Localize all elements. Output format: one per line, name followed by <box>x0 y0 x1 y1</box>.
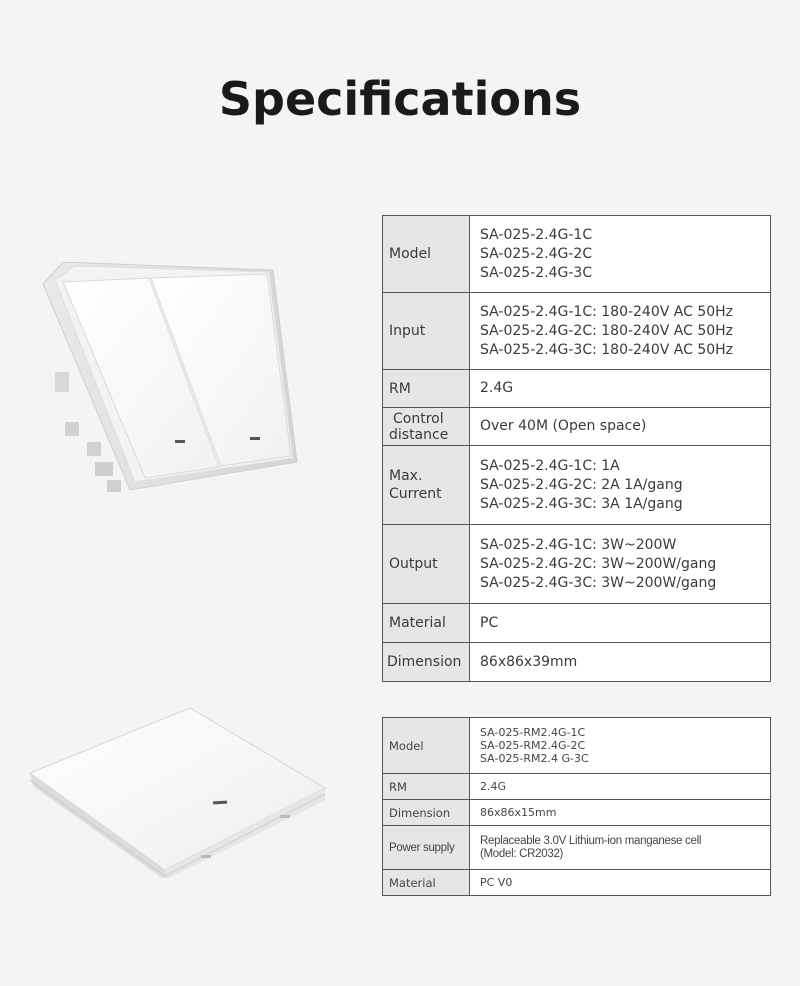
value-line: SA-025-2.4G-3C: 3W~200W/gang <box>480 574 717 591</box>
value-line: PC <box>480 614 499 631</box>
row-value <box>470 216 771 293</box>
row-label: Input <box>383 293 470 370</box>
table-row <box>383 446 771 525</box>
value-line: Over 40M (Open space) <box>480 418 647 434</box>
value-line: SA-025-2.4G-2C: 180-240V AC 50Hz <box>480 322 734 339</box>
row-label <box>383 446 470 525</box>
table-row <box>383 525 771 604</box>
table-row <box>383 293 771 370</box>
table-row <box>383 643 771 682</box>
row-value <box>470 800 771 826</box>
row-label: Material <box>383 870 470 896</box>
row-label: Power supply <box>383 826 470 870</box>
label-line: Max. <box>389 468 423 484</box>
row-value <box>470 370 771 408</box>
row-value <box>470 718 771 774</box>
value-line: SA-025-RM2.4G-2C <box>480 739 586 752</box>
row-value <box>470 408 771 446</box>
row-label: RM <box>383 370 470 408</box>
table-row <box>383 604 771 643</box>
row-label: Model <box>383 718 470 774</box>
value-line: SA-025-RM2.4 G-3C <box>480 752 589 765</box>
light-switch-image <box>35 262 315 512</box>
row-label <box>383 408 470 446</box>
value-line: 2.4G <box>480 780 507 793</box>
value-line: SA-025-2.4G-1C <box>480 226 593 243</box>
value-line: SA-025-2.4G-1C: 3W~200W <box>480 536 677 553</box>
row-label: RM <box>383 774 470 800</box>
row-label: Material <box>383 604 470 643</box>
row-label: Model <box>383 216 470 293</box>
label-line: Control <box>393 410 444 427</box>
table-row <box>383 216 771 293</box>
row-label: Dimension <box>383 800 470 826</box>
value-line: SA-025-2.4G-3C <box>480 264 593 281</box>
table-row <box>383 870 771 896</box>
row-value <box>470 826 771 870</box>
value-line: 86x86x15mm <box>480 806 557 819</box>
value-line: SA-025-2.4G-2C: 2A 1A/gang <box>480 476 683 493</box>
value-line: Replaceable 3.0V Lithium-ion manganese cell <box>480 834 702 847</box>
table-row <box>383 408 771 446</box>
row-label: Output <box>383 525 470 604</box>
spec-table-switch <box>382 215 771 682</box>
row-value <box>470 293 771 370</box>
label-line: Current <box>389 486 442 502</box>
value-line: SA-025-2.4G-2C <box>480 245 593 262</box>
row-value <box>470 525 771 604</box>
spec-table-remote <box>382 717 771 896</box>
row-value <box>470 774 771 800</box>
table-row <box>383 800 771 826</box>
value-line: 86x86x39mm <box>480 653 578 670</box>
value-line: SA-025-2.4G-3C: 180-240V AC 50Hz <box>480 341 734 358</box>
table-row <box>383 370 771 408</box>
page-title: Specifications <box>218 72 582 126</box>
value-line: SA-025-2.4G-1C: 180-240V AC 50Hz <box>480 303 734 320</box>
row-value <box>470 446 771 525</box>
remote-switch-image <box>25 708 330 878</box>
value-line: PC V0 <box>480 876 513 889</box>
row-label: Dimension <box>383 643 470 682</box>
table-row <box>383 718 771 774</box>
row-value <box>470 870 771 896</box>
value-line: (Model: CR2032) <box>480 847 564 860</box>
row-value <box>470 604 771 643</box>
value-line: SA-025-2.4G-1C: 1A <box>480 457 620 474</box>
value-line: SA-025-2.4G-3C: 3A 1A/gang <box>480 495 683 512</box>
row-value <box>470 643 771 682</box>
table-row <box>383 774 771 800</box>
value-line: 2.4G <box>480 380 514 396</box>
value-line: SA-025-RM2.4G-1C <box>480 726 586 739</box>
value-line: SA-025-2.4G-2C: 3W~200W/gang <box>480 555 717 572</box>
table-row <box>383 826 771 870</box>
label-line: distance <box>389 426 449 443</box>
